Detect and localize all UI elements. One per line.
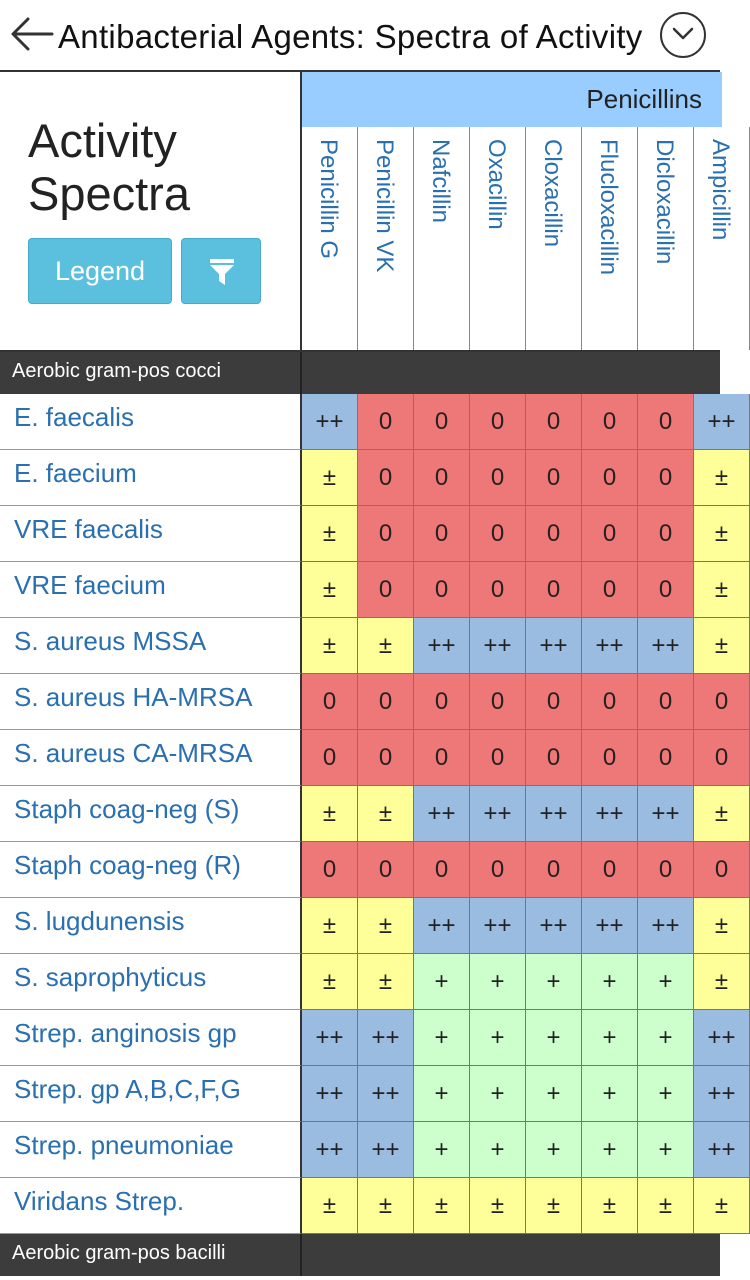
activity-cell[interactable]: ++ bbox=[302, 1122, 358, 1178]
activity-cell[interactable]: + bbox=[638, 1010, 694, 1066]
activity-cell[interactable]: 0 bbox=[526, 506, 582, 562]
drug-column-header[interactable] bbox=[302, 127, 358, 350]
activity-cell[interactable]: 0 bbox=[526, 450, 582, 506]
activity-cell[interactable]: 0 bbox=[414, 450, 470, 506]
activity-cell[interactable]: 0 bbox=[414, 394, 470, 450]
activity-cell[interactable]: 0 bbox=[470, 506, 526, 562]
activity-cell[interactable]: 0 bbox=[638, 730, 694, 786]
activity-cell[interactable]: ++ bbox=[582, 618, 638, 674]
table-row bbox=[0, 618, 729, 674]
activity-cell[interactable]: 0 bbox=[638, 842, 694, 898]
drug-name: Nafcillin bbox=[427, 139, 454, 224]
activity-cell[interactable]: ++ bbox=[414, 618, 470, 674]
table-row bbox=[0, 954, 729, 1010]
activity-cell[interactable]: ± bbox=[526, 1178, 582, 1234]
activity-cell[interactable]: 0 bbox=[526, 674, 582, 730]
organism-name: S. aureus CA-MRSA bbox=[14, 738, 253, 768]
activity-grid bbox=[0, 350, 736, 1280]
activity-cell[interactable]: 0 bbox=[526, 394, 582, 450]
organism-link[interactable] bbox=[0, 1178, 302, 1234]
organism-link[interactable] bbox=[0, 730, 302, 786]
activity-cell[interactable]: ± bbox=[358, 954, 414, 1010]
activity-cell[interactable]: 0 bbox=[414, 506, 470, 562]
activity-cell[interactable]: ± bbox=[694, 450, 750, 506]
activity-cell[interactable]: 0 bbox=[302, 842, 358, 898]
activity-cell[interactable]: 0 bbox=[470, 674, 526, 730]
activity-cell[interactable]: ± bbox=[414, 1178, 470, 1234]
menu-button[interactable] bbox=[660, 12, 706, 58]
activity-cell[interactable]: + bbox=[470, 1122, 526, 1178]
table-row bbox=[0, 730, 729, 786]
activity-cell[interactable]: 0 bbox=[526, 842, 582, 898]
activity-cell[interactable]: ± bbox=[358, 786, 414, 842]
activity-cell[interactable]: ± bbox=[694, 1178, 750, 1234]
activity-cell[interactable]: ± bbox=[694, 562, 750, 618]
organism-link[interactable] bbox=[0, 786, 302, 842]
organism-link[interactable] bbox=[0, 674, 302, 730]
activity-cell[interactable]: ± bbox=[302, 618, 358, 674]
drug-name: Flucloxacillin bbox=[595, 139, 622, 276]
activity-cell[interactable]: ± bbox=[358, 1178, 414, 1234]
activity-cell[interactable]: ± bbox=[638, 1178, 694, 1234]
drug-name: Ampicillin bbox=[707, 139, 734, 241]
activity-cell[interactable]: 0 bbox=[414, 562, 470, 618]
activity-cell[interactable]: + bbox=[638, 1122, 694, 1178]
activity-cell[interactable]: + bbox=[470, 1010, 526, 1066]
drug-column-header[interactable] bbox=[414, 127, 470, 350]
filter-button[interactable] bbox=[181, 238, 261, 304]
activity-cell[interactable]: + bbox=[526, 1066, 582, 1122]
activity-cell[interactable]: 0 bbox=[582, 450, 638, 506]
activity-cell[interactable]: ++ bbox=[526, 618, 582, 674]
organism-name: Strep. gp A,B,C,F,G bbox=[14, 1074, 241, 1104]
activity-cell[interactable]: 0 bbox=[358, 394, 414, 450]
activity-cell[interactable]: ++ bbox=[526, 786, 582, 842]
drug-column-header[interactable] bbox=[358, 127, 414, 350]
drug-name: Penicillin G bbox=[315, 139, 342, 260]
activity-cell[interactable]: ++ bbox=[470, 618, 526, 674]
activity-cell[interactable]: ± bbox=[694, 898, 750, 954]
back-arrow-icon[interactable] bbox=[8, 14, 54, 54]
activity-cell[interactable]: ++ bbox=[694, 1122, 750, 1178]
activity-cell[interactable]: 0 bbox=[414, 842, 470, 898]
organism-link[interactable] bbox=[0, 1066, 302, 1122]
activity-cell[interactable]: 0 bbox=[638, 450, 694, 506]
organism-link[interactable] bbox=[0, 842, 302, 898]
activity-cell[interactable]: ++ bbox=[694, 1010, 750, 1066]
organism-name: Strep. pneumoniae bbox=[14, 1130, 234, 1160]
activity-cell[interactable]: ± bbox=[470, 1178, 526, 1234]
activity-cell[interactable]: 0 bbox=[638, 674, 694, 730]
table-row bbox=[0, 1122, 736, 1178]
activity-cell[interactable]: 0 bbox=[470, 842, 526, 898]
table-row bbox=[0, 1178, 729, 1234]
activity-cell[interactable]: 0 bbox=[358, 562, 414, 618]
organism-link[interactable] bbox=[0, 898, 302, 954]
organism-link[interactable] bbox=[0, 1122, 302, 1178]
activity-cell[interactable]: 0 bbox=[694, 674, 750, 730]
drug-group-label: Penicillins bbox=[586, 84, 702, 114]
activity-cell[interactable]: 0 bbox=[414, 674, 470, 730]
activity-cell[interactable]: ± bbox=[302, 450, 358, 506]
legend-button[interactable]: Legend bbox=[28, 238, 172, 304]
activity-cell[interactable]: ± bbox=[302, 506, 358, 562]
organism-name: S. aureus MSSA bbox=[14, 626, 207, 656]
header-panel bbox=[0, 72, 300, 350]
section-title: Aerobic gram-pos bacilli bbox=[12, 1242, 226, 1264]
activity-cell[interactable]: ++ bbox=[358, 1066, 414, 1122]
activity-cell[interactable]: ++ bbox=[302, 1066, 358, 1122]
table-row bbox=[0, 1010, 736, 1066]
activity-cell[interactable]: + bbox=[470, 954, 526, 1010]
activity-cell[interactable]: ± bbox=[302, 562, 358, 618]
activity-cell[interactable]: 0 bbox=[470, 450, 526, 506]
activity-cell[interactable]: 0 bbox=[358, 842, 414, 898]
activity-cell[interactable]: + bbox=[582, 1122, 638, 1178]
activity-cell[interactable]: 0 bbox=[358, 450, 414, 506]
chevron-down-icon bbox=[672, 27, 694, 41]
section-divider bbox=[300, 352, 302, 394]
activity-cell[interactable]: 0 bbox=[638, 562, 694, 618]
activity-cell[interactable]: ± bbox=[302, 898, 358, 954]
drug-name: Oxacillin bbox=[483, 139, 510, 230]
organism-link[interactable] bbox=[0, 954, 302, 1010]
activity-cell[interactable]: + bbox=[526, 1122, 582, 1178]
activity-cell[interactable]: ++ bbox=[414, 786, 470, 842]
top-bar bbox=[0, 0, 720, 72]
organism-name: Viridans Strep. bbox=[14, 1186, 185, 1216]
activity-cell[interactable]: ± bbox=[694, 618, 750, 674]
activity-cell[interactable]: ++ bbox=[638, 618, 694, 674]
activity-cell[interactable]: 0 bbox=[358, 674, 414, 730]
drug-column-header[interactable] bbox=[470, 127, 526, 350]
activity-cell[interactable]: ++ bbox=[638, 898, 694, 954]
drug-column-header[interactable] bbox=[638, 127, 694, 350]
table-row bbox=[0, 1066, 736, 1122]
activity-cell[interactable]: ++ bbox=[470, 786, 526, 842]
activity-cell[interactable]: ++ bbox=[694, 394, 750, 450]
activity-cell[interactable]: + bbox=[526, 1010, 582, 1066]
page-title: Antibacterial Agents: Spectra of Activity bbox=[58, 18, 643, 55]
activity-cell[interactable]: 0 bbox=[582, 562, 638, 618]
organism-name: VRE faecium bbox=[14, 570, 166, 600]
activity-cell[interactable]: 0 bbox=[358, 730, 414, 786]
activity-cell[interactable]: ++ bbox=[414, 898, 470, 954]
organism-link[interactable] bbox=[0, 450, 302, 506]
organism-link[interactable] bbox=[0, 562, 302, 618]
activity-cell[interactable]: 0 bbox=[414, 730, 470, 786]
organism-name: S. lugdunensis bbox=[14, 906, 185, 936]
organism-name: Staph coag-neg (R) bbox=[14, 850, 241, 880]
activity-cell[interactable]: ± bbox=[302, 1178, 358, 1234]
activity-cell[interactable]: + bbox=[414, 1066, 470, 1122]
table-row bbox=[0, 506, 729, 562]
table-row bbox=[0, 674, 729, 730]
activity-cell[interactable]: ± bbox=[358, 618, 414, 674]
activity-cell[interactable]: 0 bbox=[358, 506, 414, 562]
organism-link[interactable] bbox=[0, 506, 302, 562]
activity-cell[interactable]: 0 bbox=[470, 394, 526, 450]
activity-cell[interactable]: 0 bbox=[582, 394, 638, 450]
activity-cell[interactable]: ± bbox=[582, 1178, 638, 1234]
table-row bbox=[0, 842, 729, 898]
column-header bbox=[300, 72, 734, 350]
activity-cell[interactable]: ++ bbox=[582, 898, 638, 954]
activity-cell[interactable]: + bbox=[582, 1066, 638, 1122]
activity-cell[interactable]: 0 bbox=[582, 506, 638, 562]
organism-name: Strep. anginosis gp bbox=[14, 1018, 237, 1048]
activity-cell[interactable]: ± bbox=[358, 898, 414, 954]
activity-cell[interactable]: 0 bbox=[638, 506, 694, 562]
activity-cell[interactable]: ++ bbox=[638, 786, 694, 842]
activity-cell[interactable]: 0 bbox=[470, 730, 526, 786]
activity-cell[interactable]: 0 bbox=[582, 842, 638, 898]
organism-name: E. faecalis bbox=[14, 402, 134, 432]
activity-cell[interactable]: 0 bbox=[302, 730, 358, 786]
organism-link[interactable] bbox=[0, 1010, 302, 1066]
table-row bbox=[0, 450, 729, 506]
section-title: Aerobic gram-pos cocci bbox=[12, 360, 221, 382]
activity-cell[interactable]: + bbox=[414, 1122, 470, 1178]
activity-cell[interactable]: ++ bbox=[694, 1066, 750, 1122]
activity-cell[interactable]: ± bbox=[302, 786, 358, 842]
activity-cell[interactable]: ++ bbox=[302, 394, 358, 450]
organism-link[interactable] bbox=[0, 394, 302, 450]
drug-column-header[interactable] bbox=[582, 127, 638, 350]
activity-cell[interactable]: + bbox=[582, 954, 638, 1010]
activity-cell[interactable]: 0 bbox=[694, 730, 750, 786]
heading-line-1: Activity bbox=[28, 114, 177, 167]
activity-cell[interactable]: + bbox=[582, 1010, 638, 1066]
activity-cell[interactable]: ± bbox=[302, 954, 358, 1010]
table-row bbox=[0, 786, 729, 842]
activity-cell[interactable]: ± bbox=[694, 786, 750, 842]
activity-cell[interactable]: ± bbox=[694, 954, 750, 1010]
activity-cell[interactable]: + bbox=[470, 1066, 526, 1122]
organism-name: Staph coag-neg (S) bbox=[14, 794, 240, 824]
activity-cell[interactable]: ++ bbox=[302, 1010, 358, 1066]
activity-cell[interactable]: ++ bbox=[526, 898, 582, 954]
table-row bbox=[0, 562, 729, 618]
organism-name: VRE faecalis bbox=[14, 514, 163, 544]
organism-name: S. aureus HA-MRSA bbox=[14, 682, 253, 712]
drug-column-header[interactable] bbox=[526, 127, 582, 350]
activity-cell[interactable]: 0 bbox=[638, 394, 694, 450]
activity-cell[interactable]: 0 bbox=[694, 842, 750, 898]
heading-line-2: Spectra bbox=[28, 167, 190, 220]
activity-cell[interactable]: ± bbox=[694, 506, 750, 562]
activity-cell[interactable]: 0 bbox=[302, 674, 358, 730]
section-heading bbox=[28, 114, 190, 220]
activity-cell[interactable]: + bbox=[638, 1066, 694, 1122]
activity-cell[interactable]: ++ bbox=[358, 1122, 414, 1178]
section-header bbox=[0, 1234, 720, 1276]
activity-cell[interactable]: 0 bbox=[582, 730, 638, 786]
organism-name: E. faecium bbox=[14, 458, 137, 488]
drug-column-header[interactable] bbox=[694, 127, 750, 350]
activity-cell[interactable]: 0 bbox=[526, 562, 582, 618]
drug-name: Penicillin VK bbox=[371, 139, 398, 273]
activity-cell[interactable]: + bbox=[638, 954, 694, 1010]
section-header bbox=[0, 352, 720, 394]
activity-cell[interactable]: ++ bbox=[582, 786, 638, 842]
activity-cell[interactable]: 0 bbox=[526, 730, 582, 786]
filter-icon bbox=[208, 258, 236, 286]
activity-cell[interactable]: 0 bbox=[470, 562, 526, 618]
drug-name: Dicloxacillin bbox=[651, 139, 678, 265]
organism-link[interactable] bbox=[0, 618, 302, 674]
activity-cell[interactable]: 0 bbox=[582, 674, 638, 730]
table-row bbox=[0, 898, 729, 954]
activity-cell[interactable]: ++ bbox=[470, 898, 526, 954]
table-row bbox=[0, 394, 736, 450]
drug-group-header bbox=[302, 72, 722, 127]
activity-cell[interactable]: ++ bbox=[358, 1010, 414, 1066]
section-divider bbox=[300, 1234, 302, 1276]
drug-name: Cloxacillin bbox=[539, 139, 566, 248]
activity-cell[interactable]: + bbox=[526, 954, 582, 1010]
activity-cell[interactable]: + bbox=[414, 1010, 470, 1066]
organism-name: S. saprophyticus bbox=[14, 962, 207, 992]
activity-cell[interactable]: + bbox=[414, 954, 470, 1010]
